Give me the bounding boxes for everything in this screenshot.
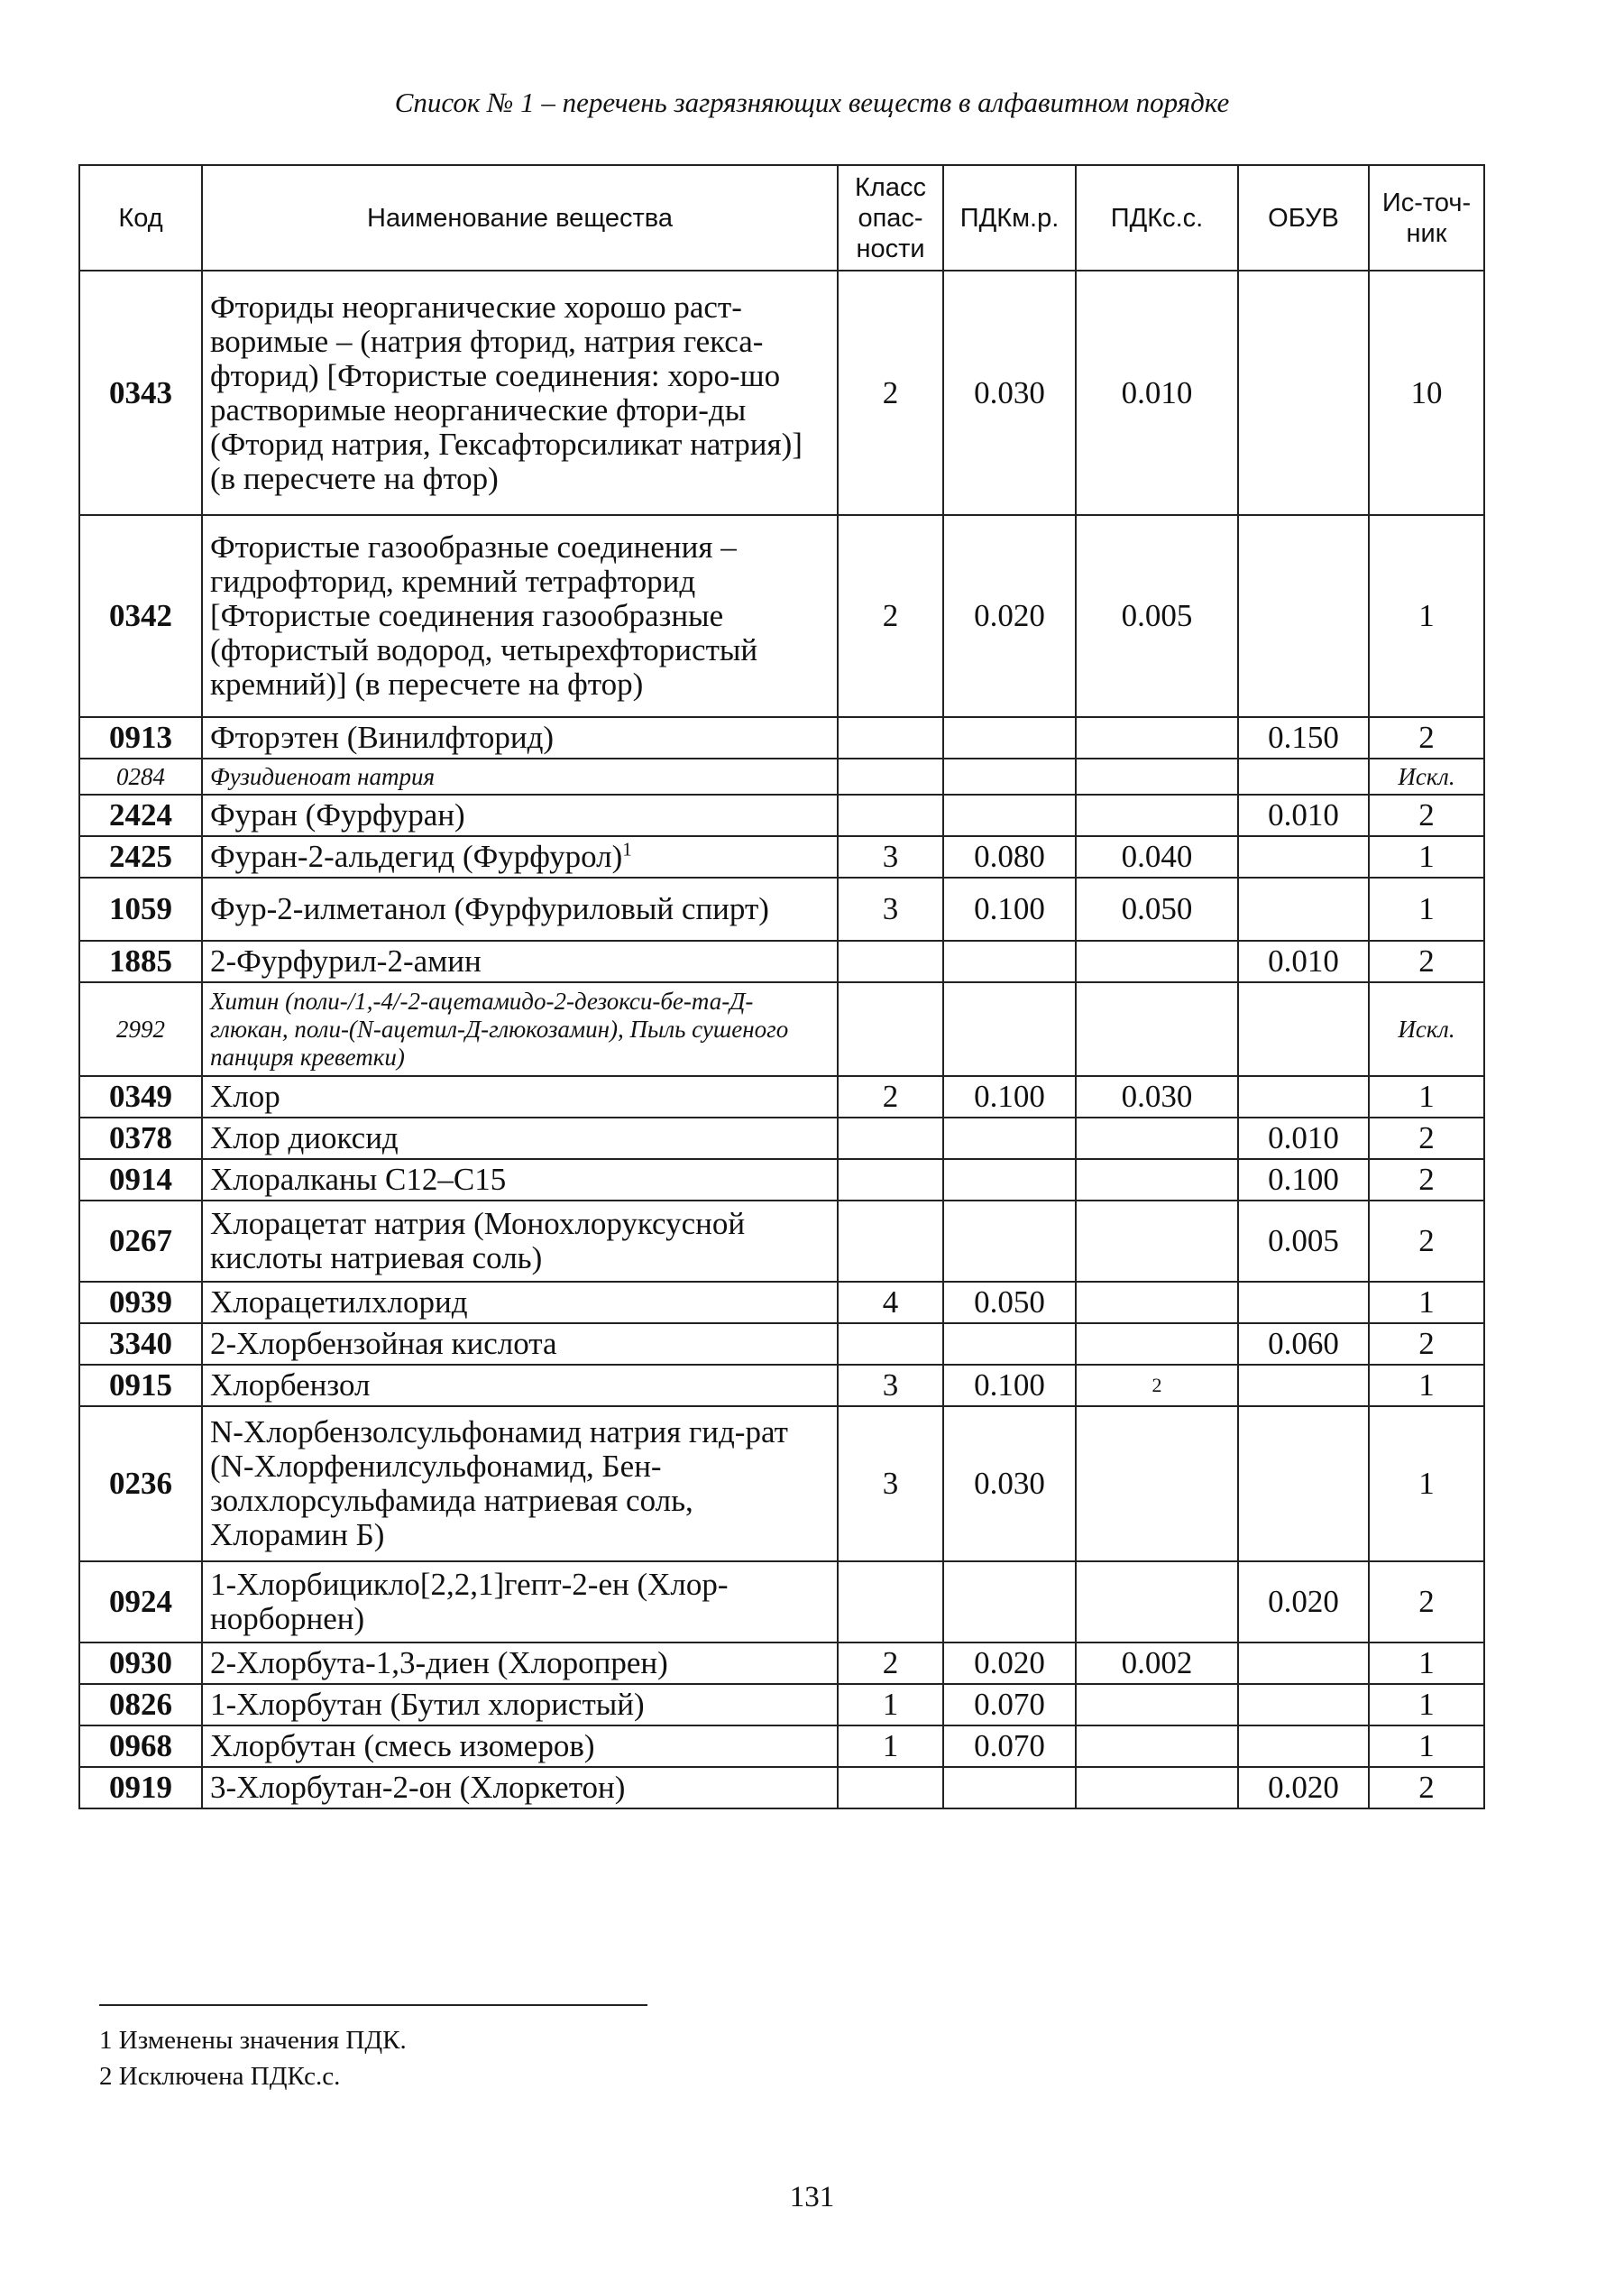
source-cell — [1369, 1642, 1484, 1684]
pdk-mr-cell — [943, 1561, 1076, 1642]
table-row — [79, 1406, 1484, 1561]
pdk-mr-cell-text: 0.100 — [974, 1367, 1045, 1403]
name-cell-text: Фур-2-илметанол (Фурфуриловый спирт) — [210, 891, 769, 926]
pdk-mr-cell — [943, 759, 1076, 795]
source-cell-text: 1 — [1418, 1466, 1435, 1501]
source-cell — [1369, 1118, 1484, 1159]
source-cell — [1369, 941, 1484, 982]
source-cell — [1369, 1282, 1484, 1323]
footnotes — [99, 2004, 647, 2094]
name-cell-text: 1-Хлорбутан (Бутил хлористый) — [210, 1687, 645, 1722]
source-cell — [1369, 1725, 1484, 1767]
source-cell-text: 2 — [1418, 720, 1435, 755]
source-cell — [1369, 1406, 1484, 1561]
class-cell-text: 3 — [882, 891, 899, 926]
pdk-ss-cell — [1076, 1642, 1238, 1684]
name-cell — [202, 1159, 838, 1201]
pdk-mr-cell — [943, 717, 1076, 759]
code-cell — [79, 1365, 202, 1406]
obuv-cell — [1238, 515, 1369, 717]
source-cell-text: 1 — [1418, 598, 1435, 633]
pdk-mr-cell — [943, 1201, 1076, 1282]
source-cell — [1369, 982, 1484, 1076]
table-row — [79, 941, 1484, 982]
table-row — [79, 1725, 1484, 1767]
class-cell — [838, 1159, 943, 1201]
pdk-mr-cell-text: 0.050 — [974, 1284, 1045, 1320]
obuv-cell — [1238, 271, 1369, 515]
code-cell — [79, 1201, 202, 1282]
class-cell-text: 2 — [882, 1079, 899, 1114]
obuv-cell — [1238, 836, 1369, 878]
code-cell-text: 2425 — [109, 839, 172, 874]
table-row — [79, 1365, 1484, 1406]
page-title: Список № 1 – перечень загрязняющих веществ в алфавитном порядке — [394, 87, 1230, 118]
name-cell-text: Хлор диоксид — [210, 1120, 399, 1155]
name-cell-text: N-Хлорбензолсульфонамид натрия гид-рат (N-Хлорфенилсульфонамид, Бен-золхлорсульфамида натриевая соль, Хлорамин Б) — [210, 1414, 788, 1552]
source-cell — [1369, 1159, 1484, 1201]
table-body — [79, 271, 1484, 1808]
class-cell — [838, 1118, 943, 1159]
obuv-cell — [1238, 1323, 1369, 1365]
source-cell — [1369, 878, 1484, 941]
pdk-mr-cell — [943, 1365, 1076, 1406]
source-cell-text: 2 — [1418, 1162, 1435, 1197]
class-cell — [838, 717, 943, 759]
source-cell — [1369, 1201, 1484, 1282]
code-cell — [79, 1159, 202, 1201]
code-cell-text: 0267 — [109, 1223, 172, 1258]
name-cell-text: 2-Хлорбензойная кислота — [210, 1326, 557, 1361]
name-cell — [202, 1684, 838, 1725]
source-cell — [1369, 1767, 1484, 1808]
name-cell-text: Хитин (поли-/1,-4/-2-ацетамидо-2-дезокси-бе-та-Д-глюкан, поли-(N-ацетил-Д-глюкозамин), Пыль сушеного панциря креветки) — [210, 987, 789, 1071]
pdk-ss-cell — [1076, 1159, 1238, 1201]
source-cell-text: 2 — [1418, 1770, 1435, 1805]
obuv-cell — [1238, 982, 1369, 1076]
table-row — [79, 271, 1484, 515]
source-cell-text: 1 — [1418, 1284, 1435, 1320]
source-cell — [1369, 795, 1484, 836]
name-cell — [202, 1323, 838, 1365]
obuv-cell-text: 0.020 — [1268, 1584, 1339, 1619]
class-cell — [838, 1767, 943, 1808]
obuv-cell — [1238, 1561, 1369, 1642]
obuv-cell — [1238, 1767, 1369, 1808]
obuv-cell — [1238, 1725, 1369, 1767]
source-cell — [1369, 271, 1484, 515]
pdk-ss-cell — [1076, 1725, 1238, 1767]
class-cell-text: 3 — [882, 839, 899, 874]
code-cell-text: 0236 — [109, 1466, 172, 1501]
obuv-cell-text: 0.010 — [1268, 797, 1339, 833]
name-cell — [202, 878, 838, 941]
obuv-cell-text: 0.060 — [1268, 1326, 1339, 1361]
table-row — [79, 1767, 1484, 1808]
code-cell — [79, 1725, 202, 1767]
class-cell — [838, 1684, 943, 1725]
class-cell-text: 3 — [882, 1367, 899, 1403]
pdk-ss-cell — [1076, 271, 1238, 515]
pdk-mr-cell — [943, 1323, 1076, 1365]
pdk-mr-cell-text: 0.100 — [974, 891, 1045, 926]
class-cell — [838, 1323, 943, 1365]
obuv-cell — [1238, 878, 1369, 941]
table-row — [79, 717, 1484, 759]
header-pdk-mr: ПДКм.р. — [943, 165, 1076, 271]
table-row — [79, 795, 1484, 836]
class-cell — [838, 759, 943, 795]
table-row — [79, 1118, 1484, 1159]
code-cell — [79, 836, 202, 878]
pdk-mr-cell — [943, 1684, 1076, 1725]
pdk-mr-cell — [943, 1642, 1076, 1684]
pdk-mr-cell — [943, 515, 1076, 717]
source-cell — [1369, 836, 1484, 878]
obuv-cell-text: 0.100 — [1268, 1162, 1339, 1197]
class-cell-text: 4 — [882, 1284, 899, 1320]
source-cell-text: 1 — [1418, 1367, 1435, 1403]
pdk-ss-cell — [1076, 836, 1238, 878]
pdk-ss-cell — [1076, 515, 1238, 717]
name-cell-text: Хлорбутан (смесь изомеров) — [210, 1728, 595, 1763]
pdk-mr-cell — [943, 982, 1076, 1076]
pdk-mr-cell — [943, 795, 1076, 836]
pdk-ss-cell — [1076, 759, 1238, 795]
obuv-cell — [1238, 1282, 1369, 1323]
code-cell-text: 0343 — [109, 374, 172, 410]
name-cell — [202, 1201, 838, 1282]
pdk-mr-cell-text: 0.030 — [974, 374, 1045, 410]
obuv-cell-text: 0.020 — [1268, 1770, 1339, 1805]
code-cell — [79, 1076, 202, 1118]
pdk-ss-cell-text: 2 — [1151, 1374, 1162, 1396]
name-cell — [202, 1406, 838, 1561]
pdk-ss-cell — [1076, 1561, 1238, 1642]
code-cell — [79, 1118, 202, 1159]
class-cell-text: 2 — [882, 374, 899, 410]
pdk-mr-cell — [943, 878, 1076, 941]
table-row — [79, 982, 1484, 1076]
pdk-ss-cell — [1076, 717, 1238, 759]
pdk-mr-cell-text: 0.070 — [974, 1687, 1045, 1722]
footnote-2: 2 Исключена ПДКс.с. — [99, 2062, 341, 2091]
source-cell-text: 1 — [1418, 891, 1435, 926]
class-cell-text: 1 — [882, 1687, 899, 1722]
code-cell-text: 0349 — [109, 1079, 172, 1114]
source-cell-text: 1 — [1418, 1645, 1435, 1680]
name-cell-text: Фуран-2-альдегид (Фурфурол) — [210, 839, 623, 874]
source-cell — [1369, 1365, 1484, 1406]
pdk-ss-cell — [1076, 1767, 1238, 1808]
code-cell — [79, 1561, 202, 1642]
source-cell — [1369, 515, 1484, 717]
code-cell — [79, 878, 202, 941]
page-number: 131 — [789, 2181, 835, 2213]
name-cell — [202, 795, 838, 836]
code-cell-text: 1059 — [109, 891, 172, 926]
table-row — [79, 1561, 1484, 1642]
name-cell — [202, 271, 838, 515]
code-cell-text: 0968 — [109, 1728, 172, 1763]
table-row — [79, 1323, 1484, 1365]
class-cell — [838, 1406, 943, 1561]
pdk-ss-cell — [1076, 941, 1238, 982]
obuv-cell — [1238, 1642, 1369, 1684]
code-cell-text: 0930 — [109, 1645, 172, 1680]
pdk-mr-cell — [943, 941, 1076, 982]
name-cell — [202, 1076, 838, 1118]
source-cell-text: 1 — [1418, 1079, 1435, 1114]
code-cell — [79, 717, 202, 759]
name-cell — [202, 1365, 838, 1406]
pdk-ss-cell-text: 0.030 — [1121, 1079, 1193, 1114]
code-cell — [79, 941, 202, 982]
source-cell-text: 2 — [1418, 943, 1435, 979]
code-cell-text: 0378 — [109, 1120, 172, 1155]
code-cell-text: 2992 — [116, 1015, 165, 1043]
footnote-1: 1 Изменены значения ПДК. — [99, 2026, 407, 2055]
source-cell-text: 2 — [1418, 1326, 1435, 1361]
class-cell-text: 3 — [882, 1466, 899, 1501]
pdk-ss-cell — [1076, 1406, 1238, 1561]
class-cell — [838, 1642, 943, 1684]
class-cell — [838, 1725, 943, 1767]
name-cell — [202, 1767, 838, 1808]
pdk-ss-cell — [1076, 1076, 1238, 1118]
source-cell — [1369, 1076, 1484, 1118]
class-cell — [838, 1561, 943, 1642]
pdk-mr-cell — [943, 1076, 1076, 1118]
table-row — [79, 878, 1484, 941]
header-obuv: ОБУВ — [1238, 165, 1369, 271]
name-cell — [202, 941, 838, 982]
obuv-cell-text: 0.010 — [1268, 943, 1339, 979]
name-cell-text: Хлор — [210, 1079, 280, 1114]
name-cell — [202, 1282, 838, 1323]
class-cell — [838, 1365, 943, 1406]
code-cell-text: 1885 — [109, 943, 172, 979]
footnote-marker: 1 — [622, 838, 632, 860]
pdk-mr-cell — [943, 1406, 1076, 1561]
class-cell — [838, 271, 943, 515]
pdk-mr-cell — [943, 1767, 1076, 1808]
code-cell-text: 2424 — [109, 797, 172, 833]
name-cell-text: Фториды неорганические хорошо раст-воримые – (натрия фторид, натрия гекса-фторид) [Фтористые соединения: хоро-шо растворимые неорганические фтори-ды (Фторид натрия, Гексафторсиликат натрия)] (в пересчете на фтор) — [210, 289, 803, 496]
code-cell-text: 0915 — [109, 1367, 172, 1403]
pdk-mr-cell — [943, 836, 1076, 878]
name-cell-text: Фуран (Фурфуран) — [210, 797, 465, 833]
pdk-ss-cell-text: 0.002 — [1121, 1645, 1193, 1680]
code-cell-text: 3340 — [109, 1326, 172, 1361]
class-cell — [838, 1201, 943, 1282]
table-row — [79, 1684, 1484, 1725]
code-cell — [79, 1282, 202, 1323]
table-row — [79, 836, 1484, 878]
name-cell-text: Фузидиеноат натрия — [210, 762, 436, 790]
name-cell — [202, 1725, 838, 1767]
source-cell — [1369, 1323, 1484, 1365]
pdk-ss-cell-text: 0.005 — [1121, 598, 1193, 633]
code-cell — [79, 1767, 202, 1808]
pdk-ss-cell-text: 0.010 — [1121, 374, 1193, 410]
table-header-row — [79, 165, 1484, 271]
substances-table — [78, 164, 1485, 1809]
pdk-mr-cell-text: 0.070 — [974, 1728, 1045, 1763]
class-cell — [838, 1076, 943, 1118]
header-class: Класс опас-ности — [838, 165, 943, 271]
class-cell-text: 2 — [882, 598, 899, 633]
name-cell — [202, 1118, 838, 1159]
pdk-mr-cell — [943, 1159, 1076, 1201]
obuv-cell — [1238, 1076, 1369, 1118]
pdk-ss-cell — [1076, 1201, 1238, 1282]
table-row — [79, 1159, 1484, 1201]
pdk-mr-cell — [943, 271, 1076, 515]
obuv-cell — [1238, 1684, 1369, 1725]
source-cell-text: 2 — [1418, 1584, 1435, 1619]
source-cell-text: 1 — [1418, 839, 1435, 874]
class-cell — [838, 1282, 943, 1323]
source-cell — [1369, 1561, 1484, 1642]
pdk-ss-cell — [1076, 1282, 1238, 1323]
pdk-ss-cell — [1076, 1323, 1238, 1365]
source-cell-text: Искл. — [1398, 1015, 1455, 1043]
obuv-cell-text: 0.005 — [1268, 1223, 1339, 1258]
pdk-mr-cell — [943, 1282, 1076, 1323]
pdk-mr-cell-text: 0.030 — [974, 1466, 1045, 1501]
code-cell — [79, 795, 202, 836]
code-cell — [79, 1642, 202, 1684]
class-cell-text: 2 — [882, 1645, 899, 1680]
pdk-mr-cell — [943, 1118, 1076, 1159]
source-cell — [1369, 717, 1484, 759]
obuv-cell — [1238, 1159, 1369, 1201]
name-cell — [202, 759, 838, 795]
pdk-ss-cell-text: 0.050 — [1121, 891, 1193, 926]
header-name: Наименование вещества — [202, 165, 838, 271]
name-cell — [202, 515, 838, 717]
obuv-cell — [1238, 759, 1369, 795]
source-cell-text: 1 — [1418, 1687, 1435, 1722]
code-cell — [79, 982, 202, 1076]
code-cell — [79, 759, 202, 795]
code-cell-text: 0919 — [109, 1770, 172, 1805]
code-cell-text: 0913 — [109, 720, 172, 755]
code-cell-text: 0924 — [109, 1584, 172, 1619]
pdk-ss-cell-text: 0.040 — [1121, 839, 1193, 874]
code-cell-text: 0342 — [109, 598, 172, 633]
name-cell-text: 2-Фурфурил-2-амин — [210, 943, 482, 979]
obuv-cell — [1238, 941, 1369, 982]
name-cell-text: 1-Хлорбицикло[2,2,1]гепт-2-ен (Хлор-норборнен) — [210, 1567, 729, 1636]
class-cell — [838, 836, 943, 878]
pdk-mr-cell-text: 0.080 — [974, 839, 1045, 874]
code-cell — [79, 1323, 202, 1365]
obuv-cell — [1238, 1406, 1369, 1561]
pdk-mr-cell-text: 0.020 — [974, 1645, 1045, 1680]
header-pdk-ss: ПДКс.с. — [1076, 165, 1238, 271]
obuv-cell — [1238, 795, 1369, 836]
name-cell — [202, 1642, 838, 1684]
source-cell-text: 2 — [1418, 797, 1435, 833]
class-cell — [838, 878, 943, 941]
name-cell-text: Фтористые газообразные соединения – гидрофторид, кремний тетрафторид [Фтористые соединения газообразные (фтористый водород, четырехфтористый кремний)] (в пересчете на фтор) — [210, 529, 758, 702]
code-cell-text: 0284 — [116, 762, 165, 790]
name-cell — [202, 982, 838, 1076]
table-row — [79, 1201, 1484, 1282]
code-cell-text: 0826 — [109, 1687, 172, 1722]
source-cell — [1369, 1684, 1484, 1725]
pdk-ss-cell — [1076, 1118, 1238, 1159]
class-cell — [838, 515, 943, 717]
source-cell-text: 2 — [1418, 1120, 1435, 1155]
source-cell-text: 1 — [1418, 1728, 1435, 1763]
table-row — [79, 759, 1484, 795]
code-cell — [79, 1406, 202, 1561]
obuv-cell — [1238, 1118, 1369, 1159]
pdk-ss-cell — [1076, 1684, 1238, 1725]
pdk-mr-cell — [943, 1725, 1076, 1767]
name-cell-text: Хлорацетат натрия (Монохлоруксусной кислоты натриевая соль) — [210, 1206, 746, 1275]
pdk-ss-cell — [1076, 878, 1238, 941]
code-cell — [79, 1684, 202, 1725]
obuv-cell-text: 0.150 — [1268, 720, 1339, 755]
source-cell — [1369, 759, 1484, 795]
name-cell — [202, 717, 838, 759]
code-cell — [79, 515, 202, 717]
pdk-mr-cell-text: 0.100 — [974, 1079, 1045, 1114]
code-cell — [79, 271, 202, 515]
table-row — [79, 1282, 1484, 1323]
source-cell-text: 2 — [1418, 1223, 1435, 1258]
name-cell-text: 3-Хлорбутан-2-он (Хлоркетон) — [210, 1770, 626, 1805]
header-source: Ис-точ-ник — [1369, 165, 1484, 271]
obuv-cell — [1238, 1365, 1369, 1406]
footnote-divider — [99, 2004, 647, 2006]
name-cell — [202, 1561, 838, 1642]
code-cell-text: 0914 — [109, 1162, 172, 1197]
pdk-ss-cell — [1076, 795, 1238, 836]
source-cell-text: Искл. — [1398, 762, 1455, 790]
obuv-cell — [1238, 717, 1369, 759]
header-code: Код — [79, 165, 202, 271]
pdk-ss-cell — [1076, 1365, 1238, 1406]
table-row — [79, 1076, 1484, 1118]
source-cell-text: 10 — [1410, 374, 1443, 410]
table-row — [79, 1642, 1484, 1684]
class-cell — [838, 941, 943, 982]
name-cell-text: Фторэтен (Винилфторид) — [210, 720, 555, 755]
pdk-ss-cell — [1076, 982, 1238, 1076]
name-cell — [202, 836, 838, 878]
obuv-cell-text: 0.010 — [1268, 1120, 1339, 1155]
name-cell-text: Хлорбензол — [210, 1367, 371, 1403]
obuv-cell — [1238, 1201, 1369, 1282]
table-row — [79, 515, 1484, 717]
class-cell-text: 1 — [882, 1728, 899, 1763]
name-cell-text: 2-Хлорбута-1,3-диен (Хлоропрен) — [210, 1645, 668, 1680]
pdk-mr-cell-text: 0.020 — [974, 598, 1045, 633]
name-cell-text: Хлорацетилхлорид — [210, 1284, 468, 1320]
class-cell — [838, 795, 943, 836]
name-cell-text: Хлоралканы C12–C15 — [210, 1162, 507, 1197]
code-cell-text: 0939 — [109, 1284, 172, 1320]
class-cell — [838, 982, 943, 1076]
